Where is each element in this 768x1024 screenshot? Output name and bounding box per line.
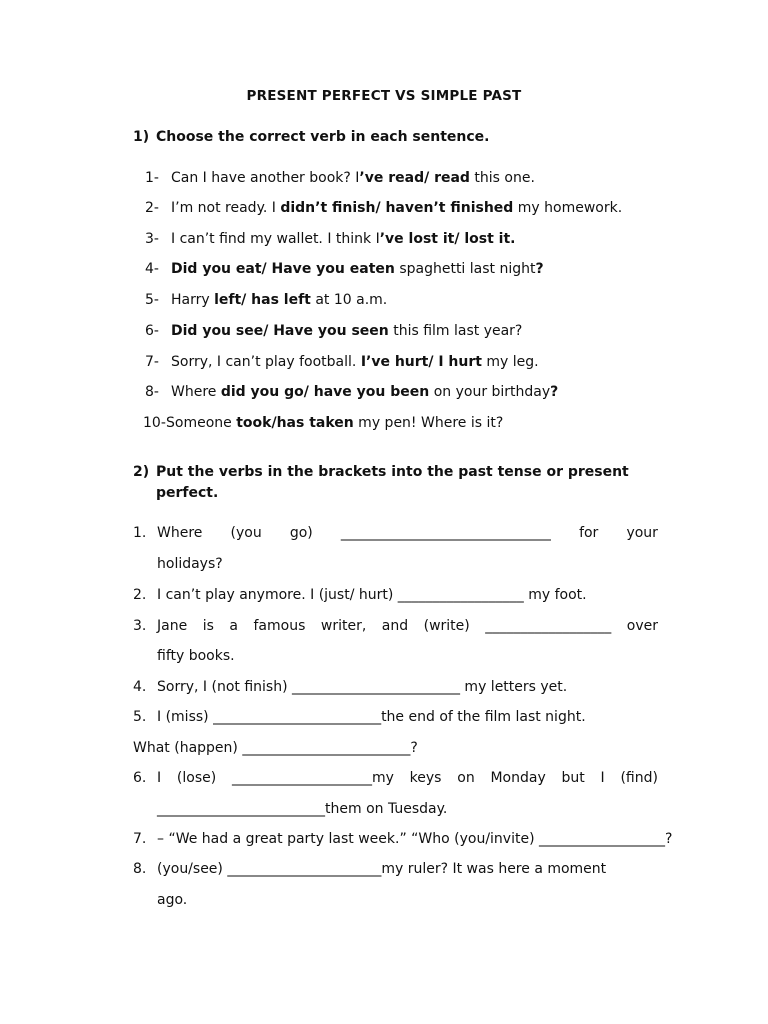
word: (you [230,525,262,541]
item-sentence [171,321,522,341]
question-text: ago. [157,892,188,908]
question-3-line [157,616,658,636]
question-number: 5. [133,709,147,725]
word: for [579,525,599,541]
section2-heading-line1: Put the verbs in the brackets into the past tense or present [156,464,629,480]
section2-heading-line2: perfect. [156,485,219,501]
question-text: I (miss) ________________________the end of the film last night. [157,709,586,725]
sentence-text: this film last year? [388,323,523,339]
item-number: 7- [145,354,159,370]
question-text: Sorry, I (not finish) ________________________ my letters yet. [157,679,568,695]
item-number: 3- [145,231,159,247]
verb-choices[interactable]: I’ve hurt/ I hurt [360,354,482,370]
question-mark: ? [535,261,544,277]
verb-choices[interactable]: didn’t finish/ haven’t finished [280,200,514,216]
word: over [626,618,658,634]
question-text[interactable]: ________________________them on Tuesday. [157,801,448,817]
word: (lose) [176,770,217,786]
question-number: 4. [133,679,147,695]
section2-number: 2) [133,464,150,480]
question-text: What (happen) ________________________? [133,740,418,756]
question-number: 7. [133,831,147,847]
item-sentence [171,352,539,372]
word: and [381,618,409,634]
question-text: fifty books. [157,648,235,664]
verb-choices[interactable]: ’ve read/ read [359,170,470,186]
item-number: 1- [145,170,159,186]
sentence-text: Someone [166,415,237,431]
word: a [229,618,238,634]
question-text: I can’t play anymore. I (just/ hurt) __________________ my foot. [157,587,587,603]
item-number: 2- [145,200,159,216]
sentence-text: Sorry, I can’t play football. [171,354,361,370]
sentence-text: my leg. [481,354,539,370]
item-sentence [171,198,622,218]
section1-heading [133,127,653,148]
item-sentence [166,413,503,433]
word: (find) [620,770,658,786]
word: (write) [423,618,470,634]
item-number: 5- [145,292,159,308]
sentence-text: my homework. [513,200,623,216]
page-title: PRESENT PERFECT VS SIMPLE PAST [246,88,522,104]
verb-choices[interactable]: Did you see/ Have you seen [171,323,389,339]
question-1-line [157,523,658,543]
word: Jane [157,618,188,634]
verb-choices[interactable]: left/ has left [214,292,311,308]
item-number: 4- [145,261,159,277]
question-mark: ? [550,384,559,400]
word: is [202,618,214,634]
sentence-text: this one. [469,170,535,186]
sentence-text: Where [171,384,221,400]
item-number: 6- [145,323,159,339]
item-sentence [171,290,387,310]
sentence-text: at 10 a.m. [310,292,388,308]
answer-blank[interactable]: __________________ [485,618,612,634]
item-sentence [171,259,544,279]
question-number: 1. [133,525,147,541]
sentence-text: Can I have another book? I [171,170,360,186]
sentence-text: on your birthday [429,384,551,400]
section1-heading-text: Choose the correct verb in each sentence. [156,129,490,145]
word: Where [157,525,203,541]
question-text: holidays? [157,556,223,572]
item-sentence [171,229,515,249]
word: I [600,770,605,786]
question-number: 2. [133,587,147,603]
sentence-text: I’m not ready. I [171,200,281,216]
section1-number: 1) [133,129,150,145]
item-sentence [171,168,535,188]
verb-choices[interactable]: ’ve lost it/ lost it. [379,231,516,247]
question-number: 8. [133,861,147,877]
item-number: 8- [145,384,159,400]
answer-blank[interactable]: ______________________________ [340,525,551,541]
answer-blank[interactable]: ____________________my [231,770,394,786]
word: I [157,770,162,786]
word: famous [253,618,306,634]
word: go) [289,525,313,541]
word: but [561,770,585,786]
item-number: 10- [143,415,166,431]
verb-choices[interactable]: did you go/ have you been [220,384,430,400]
verb-choices[interactable]: took/has taken [236,415,354,431]
word: Monday [490,770,546,786]
word: on [457,770,475,786]
question-number: 6. [133,770,147,786]
sentence-text: spaghetti last night [394,261,536,277]
section2-heading [133,462,653,504]
question-6-line [157,768,658,788]
verb-choices[interactable]: Did you eat/ Have you eaten [171,261,395,277]
question-text: (you/see) ______________________my ruler? It was here a moment [157,861,607,877]
word: keys [409,770,442,786]
question-number: 3. [133,618,147,634]
sentence-text: I can’t find my wallet. I think I [171,231,380,247]
word: writer, [320,618,367,634]
question-text: – “We had a great party last week.” “Who (you/invite) __________________? [157,831,673,847]
word: your [626,525,658,541]
sentence-text: Harry [171,292,215,308]
sentence-text: my pen! Where is it? [353,415,504,431]
item-sentence [171,382,558,402]
